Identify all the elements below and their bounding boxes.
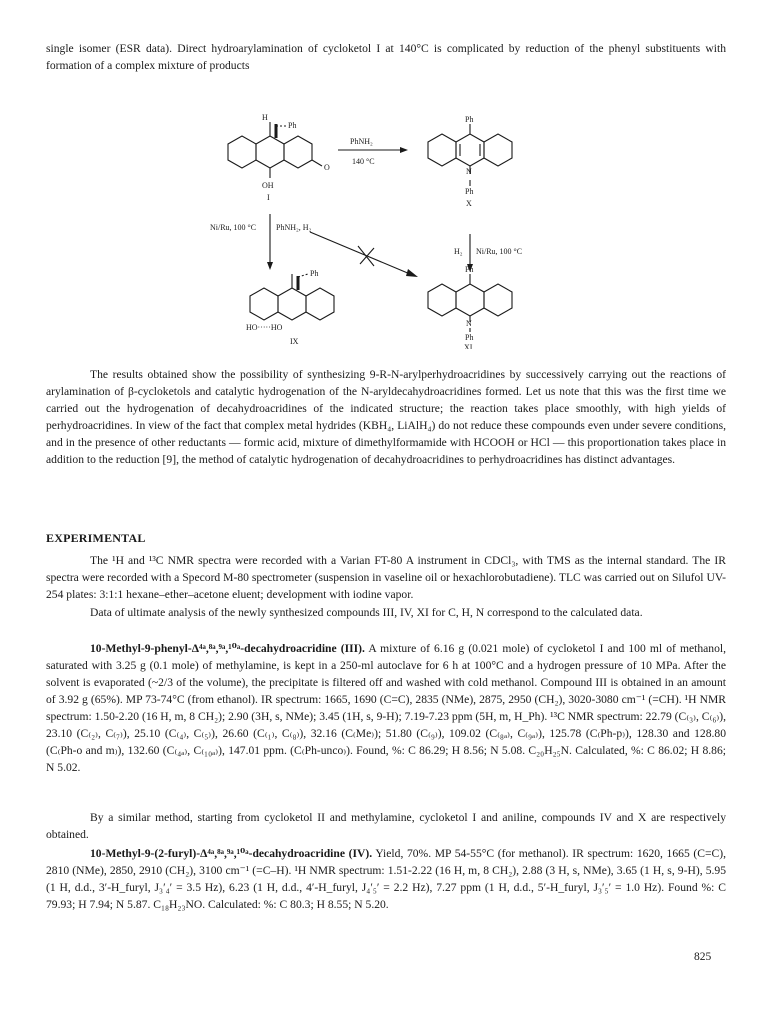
scheme-ph-XI-top: Ph [465,265,474,274]
scheme-n-X: N [466,167,472,176]
arrow-right-condition: Ni/Ru, 100 °C [476,247,523,256]
compound-IV-paragraph [46,845,726,913]
compound-III-title: 10-Methyl-9-phenyl-Δ⁴ᵃ,⁸ᵃ,⁹ᵃ,¹⁰ᵃ-decahydroacridine (III). [90,642,365,655]
compound-I-structure [228,122,322,178]
scheme-o-label: O [324,163,330,172]
scheme-oh-label: OH [262,181,274,190]
label-compound-I: I [267,193,270,202]
scheme-ph-I: Ph [288,121,297,130]
compound-IV-text: Yield, 70%. MP 54-55°C (for methanol). IR spectrum: 1620, 1665 (C=C), 2810 (NMe), 2850, 2910 (CH₂), 3100 cm⁻¹ (=C–H). ¹H NMR spectrum: 1.51-2.22 (16 H, m, 8 CH₂), 2.88 (3 H, s, NMe), 3.65 (1 H, s, 9-H), 5.95 (1 H, d.d., 3′-H_furyl, J₃′₄′ = 3.5 Hz), 6.23 (1 H, d.d., 4′-H_furyl, J₄′₅′ = 2.2 Hz), 7.27 ppm (1 H, d.d., 5′-H_furyl, J₃′₅′ = 1.0 Hz). Found %: C 79.93; H 7.94; N 5.87. C₁₈H₂₃NO. Calculated: %: C 80.3; H 8.55; N 5.20. [46,847,726,911]
compound-IX-structure [250,274,334,320]
instruments-paragraph: The ¹H and ¹³C NMR spectra were recorded with a Varian FT-80 A instrument in CDCl₃, with TMS as the internal standard. The IR spectra were recorded with a Specord M-80 spectrometer (suspension in vaseline oil or hexachlorobutadiene). TLC was carried out on Silufol UV-254 plates: 3:1:1 hexane–ether–acetone eluent; development with iodine vapor. [46,554,726,601]
scheme-ph-XI-bottom: Ph [465,333,474,342]
label-compound-XI: XI [464,343,473,349]
compound-X-structure [428,124,512,186]
experimental-heading: EXPERIMENTAL [46,531,146,545]
reaction-scheme [210,104,560,349]
scheme-ph-X-top: Ph [465,115,474,124]
ultimate-analysis-paragraph: Data of ultimate analysis of the newly synthesized compounds III, IV, XI for C, H, N correspond to the calculated data. [90,606,643,619]
compound-III-text: A mixture of 6.16 g (0.021 mole) of cycloketol I and 100 ml of methanol, saturated with 3.25 g (0.1 mole) of methylamine, is kept in a 250-ml autoclave for 6 h at 100°C and a hydrogen pressure of 10 MPa. After the solvent is evaporated (~2/3 of the volume), the precipitate is filtered off and washed with cold methanol. Compound III is obtained in an amount of 3.92 g (65%). MP 73-74°C (from ethanol). IR spectrum: 1665, 1690 (C=C), 2835 (NMe), 2875, 2950 (CH₂), 3020-3080 cm⁻¹ (=CH). ¹H NMR spectrum: 1.50-2.20 (16 H, m, 8 CH₂); 2.90 (3H, s, NMe); 3.45 (1H, s, 9-H); 7.19-7.23 ppm (5H, m, H_Ph). ¹³C NMR spectrum: 22.79 (C₍₃₎, C₍₆₎), 23.10 (C₍₂₎, C₍₇₎), 25.10 (C₍₄₎, C₍₅₎), 26.60 (C₍₁₎, C₍₈₎), 32.16 (C₍Me₎); 51.80 (C₍₉₎), 109.02 (C₍₈ₐ₎, C₍₉ₐ₎), 125.78 (C₍Ph-p₎), 128.30 and 128.80 (C₍Ph-o and m₎), 132.60 (C₍₄ₐ₎, C₍₁₀ₐ₎), 147.01 ppm. (C₍Ph-unco₎). Found, %: C 86.29; H 8.56; N 5.08. C₂₀H₂₅N. Calculated, %: C 86.02; H 8.86; N 5.02. [46,642,726,774]
compound-III-paragraph [46,640,726,776]
scheme-h-label: H [262,113,268,122]
arrow-left-condition: Ni/Ru, 100 °C [210,223,257,232]
scheme-ph-X-bottom: Ph [465,187,474,196]
scheme-n-XI: N [466,319,472,328]
arrow-right-reagent: H₂ [454,247,463,256]
intro-paragraph: single isomer (ESR data). Direct hydroarylamination of cycloketol I at 140°C is complicated by reduction of the phenyl substituents with formation of a complex mixture of products [46,42,726,72]
arrow-left-reagent: PhNH₂, H₂ [276,223,312,232]
label-compound-X: X [466,199,472,208]
arrow1-condition: 140 °C [352,157,375,166]
page-number: 825 [694,951,712,963]
compound-IV-title: 10-Methyl-9-(2-furyl)-Δ⁴ᵃ,⁸ᵃ,⁹ᵃ,¹⁰ᵃ-decahydroacridine (IV). [90,847,373,860]
label-compound-IX: IX [290,337,299,346]
results-paragraph: The results obtained show the possibility of synthesizing 9-R-N-arylperhydroacridines by successively carrying out the reactions of arylamination of β-cycloketols and catalytic hydrogenation of the N-aryldecahydroacridines formed. Let us note that this was the first time we carried out the hydrogenation of decahydroacridines of the indicated structure; the reaction takes place smoothly, with high yields of perhydroacridines. In view of the fact that complex metal hydrides (KBH₄, LiAlH₄) do not reduce these compounds even under severe conditions, and in the presence of other reductants — formic acid, mixture of dimethylformamide with HCOOH or HCl — this proportionation takes place in addition to the reduction [9], the method of catalytic hydrogenation of decahydroacridines to perhydroacridines has distinct advantages. [46,368,726,466]
arrow1-reagent: PhNH₂ [350,137,373,146]
similar-method-paragraph: By a similar method, starting from cycloketol II and methylamine, cycloketol I and aniline, compounds IV and X are respectively obtained. [46,811,726,841]
scheme-ph-IX: Ph [310,269,319,278]
scheme-hoho-label: HO·····HO [246,323,283,332]
